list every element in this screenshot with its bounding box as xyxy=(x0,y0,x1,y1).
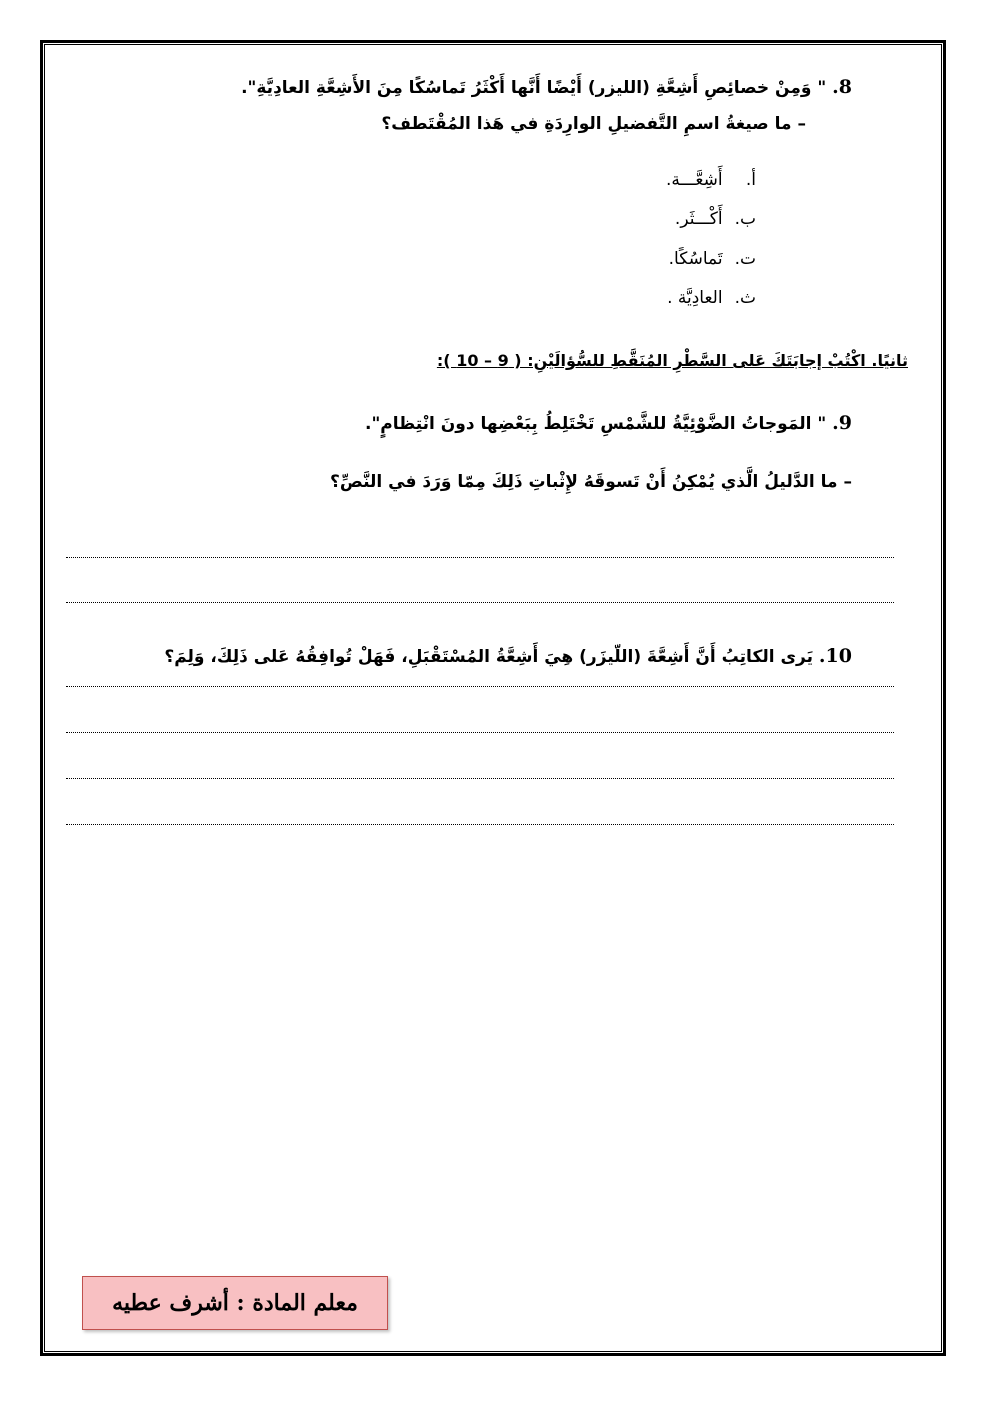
question-9-prompt: – ما الدَّليلُ الَّذي يُمْكِنُ أَنْ تَسوقَهُ لإِثْباتِ ذَلِكَ مِمّا وَرَدَ في النَّصِّ؟ xyxy=(330,472,852,492)
page-inner-border xyxy=(44,44,942,1352)
choice-c-text: تَماسُكًا. xyxy=(668,249,723,269)
choice-b-letter: ب. xyxy=(734,209,756,229)
question-8-text: " وَمِنْ خصائِصِ أَشِعَّةِ (الليزر) أَيْضًا أَنَّها أَكْثَرُ تَماسُكًا مِنَ الأَشِعَّةِ العادِيَّةِ". xyxy=(241,78,827,98)
choice-d xyxy=(667,288,756,308)
choice-c xyxy=(669,249,756,269)
question-8-number: 8. xyxy=(832,76,852,98)
choice-c-letter: ت. xyxy=(734,249,756,269)
section-2-title: ثانيًا. اكْتُبْ إجابَتَكَ عَلى السَّطْرِ المُنَقَّطِ للسُّؤالَيْنِ: ( 9 – 10 ): xyxy=(436,351,908,370)
question-9 xyxy=(365,412,852,434)
teacher-name: معلم المادة : أشرف عطيه xyxy=(112,1290,358,1316)
question-8-prompt: – ما صيغةُ اسمِ التَّفضيلِ الوارِدَةِ في هَذا المُقْتَطف؟ xyxy=(381,114,806,134)
choice-d-text: العادِيَّة . xyxy=(667,288,723,308)
question-9-number: 9. xyxy=(832,412,852,434)
answer-line-9-2[interactable] xyxy=(66,602,894,603)
answer-line-10-2[interactable] xyxy=(66,732,894,733)
question-9-text: " المَوجاتُ الضَّوْئِيَّةُ للشَّمْسِ تَخْتَلِطُ بِبَعْضِها دونَ انْتِظامٍ". xyxy=(364,414,827,434)
choice-a xyxy=(666,170,756,190)
question-10-text: يَرى الكاتِبُ أَنَّ أَشِعَّةَ (اللّيزَر) هِيَ أَشِعَّةُ المُسْتَقْبَلِ، فَهَلْ تُوافِقُهُ عَلى ذَلِكَ، وَلِمَ؟ xyxy=(164,647,813,667)
choice-b-text: أَكْـــثَر. xyxy=(674,209,723,229)
choice-b xyxy=(675,209,756,229)
question-10 xyxy=(164,645,852,667)
answer-line-10-1[interactable] xyxy=(66,686,894,687)
answer-line-10-3[interactable] xyxy=(66,778,894,779)
question-10-number: 10. xyxy=(818,645,852,667)
teacher-name-box xyxy=(82,1276,388,1330)
answer-line-10-4[interactable] xyxy=(66,824,894,825)
answer-line-9-1[interactable] xyxy=(66,557,894,558)
choice-d-letter: ث. xyxy=(734,288,756,308)
choice-a-letter: أ. xyxy=(745,170,756,190)
question-8 xyxy=(241,76,852,98)
choice-a-text: أَشِعَّـــة. xyxy=(665,170,723,190)
